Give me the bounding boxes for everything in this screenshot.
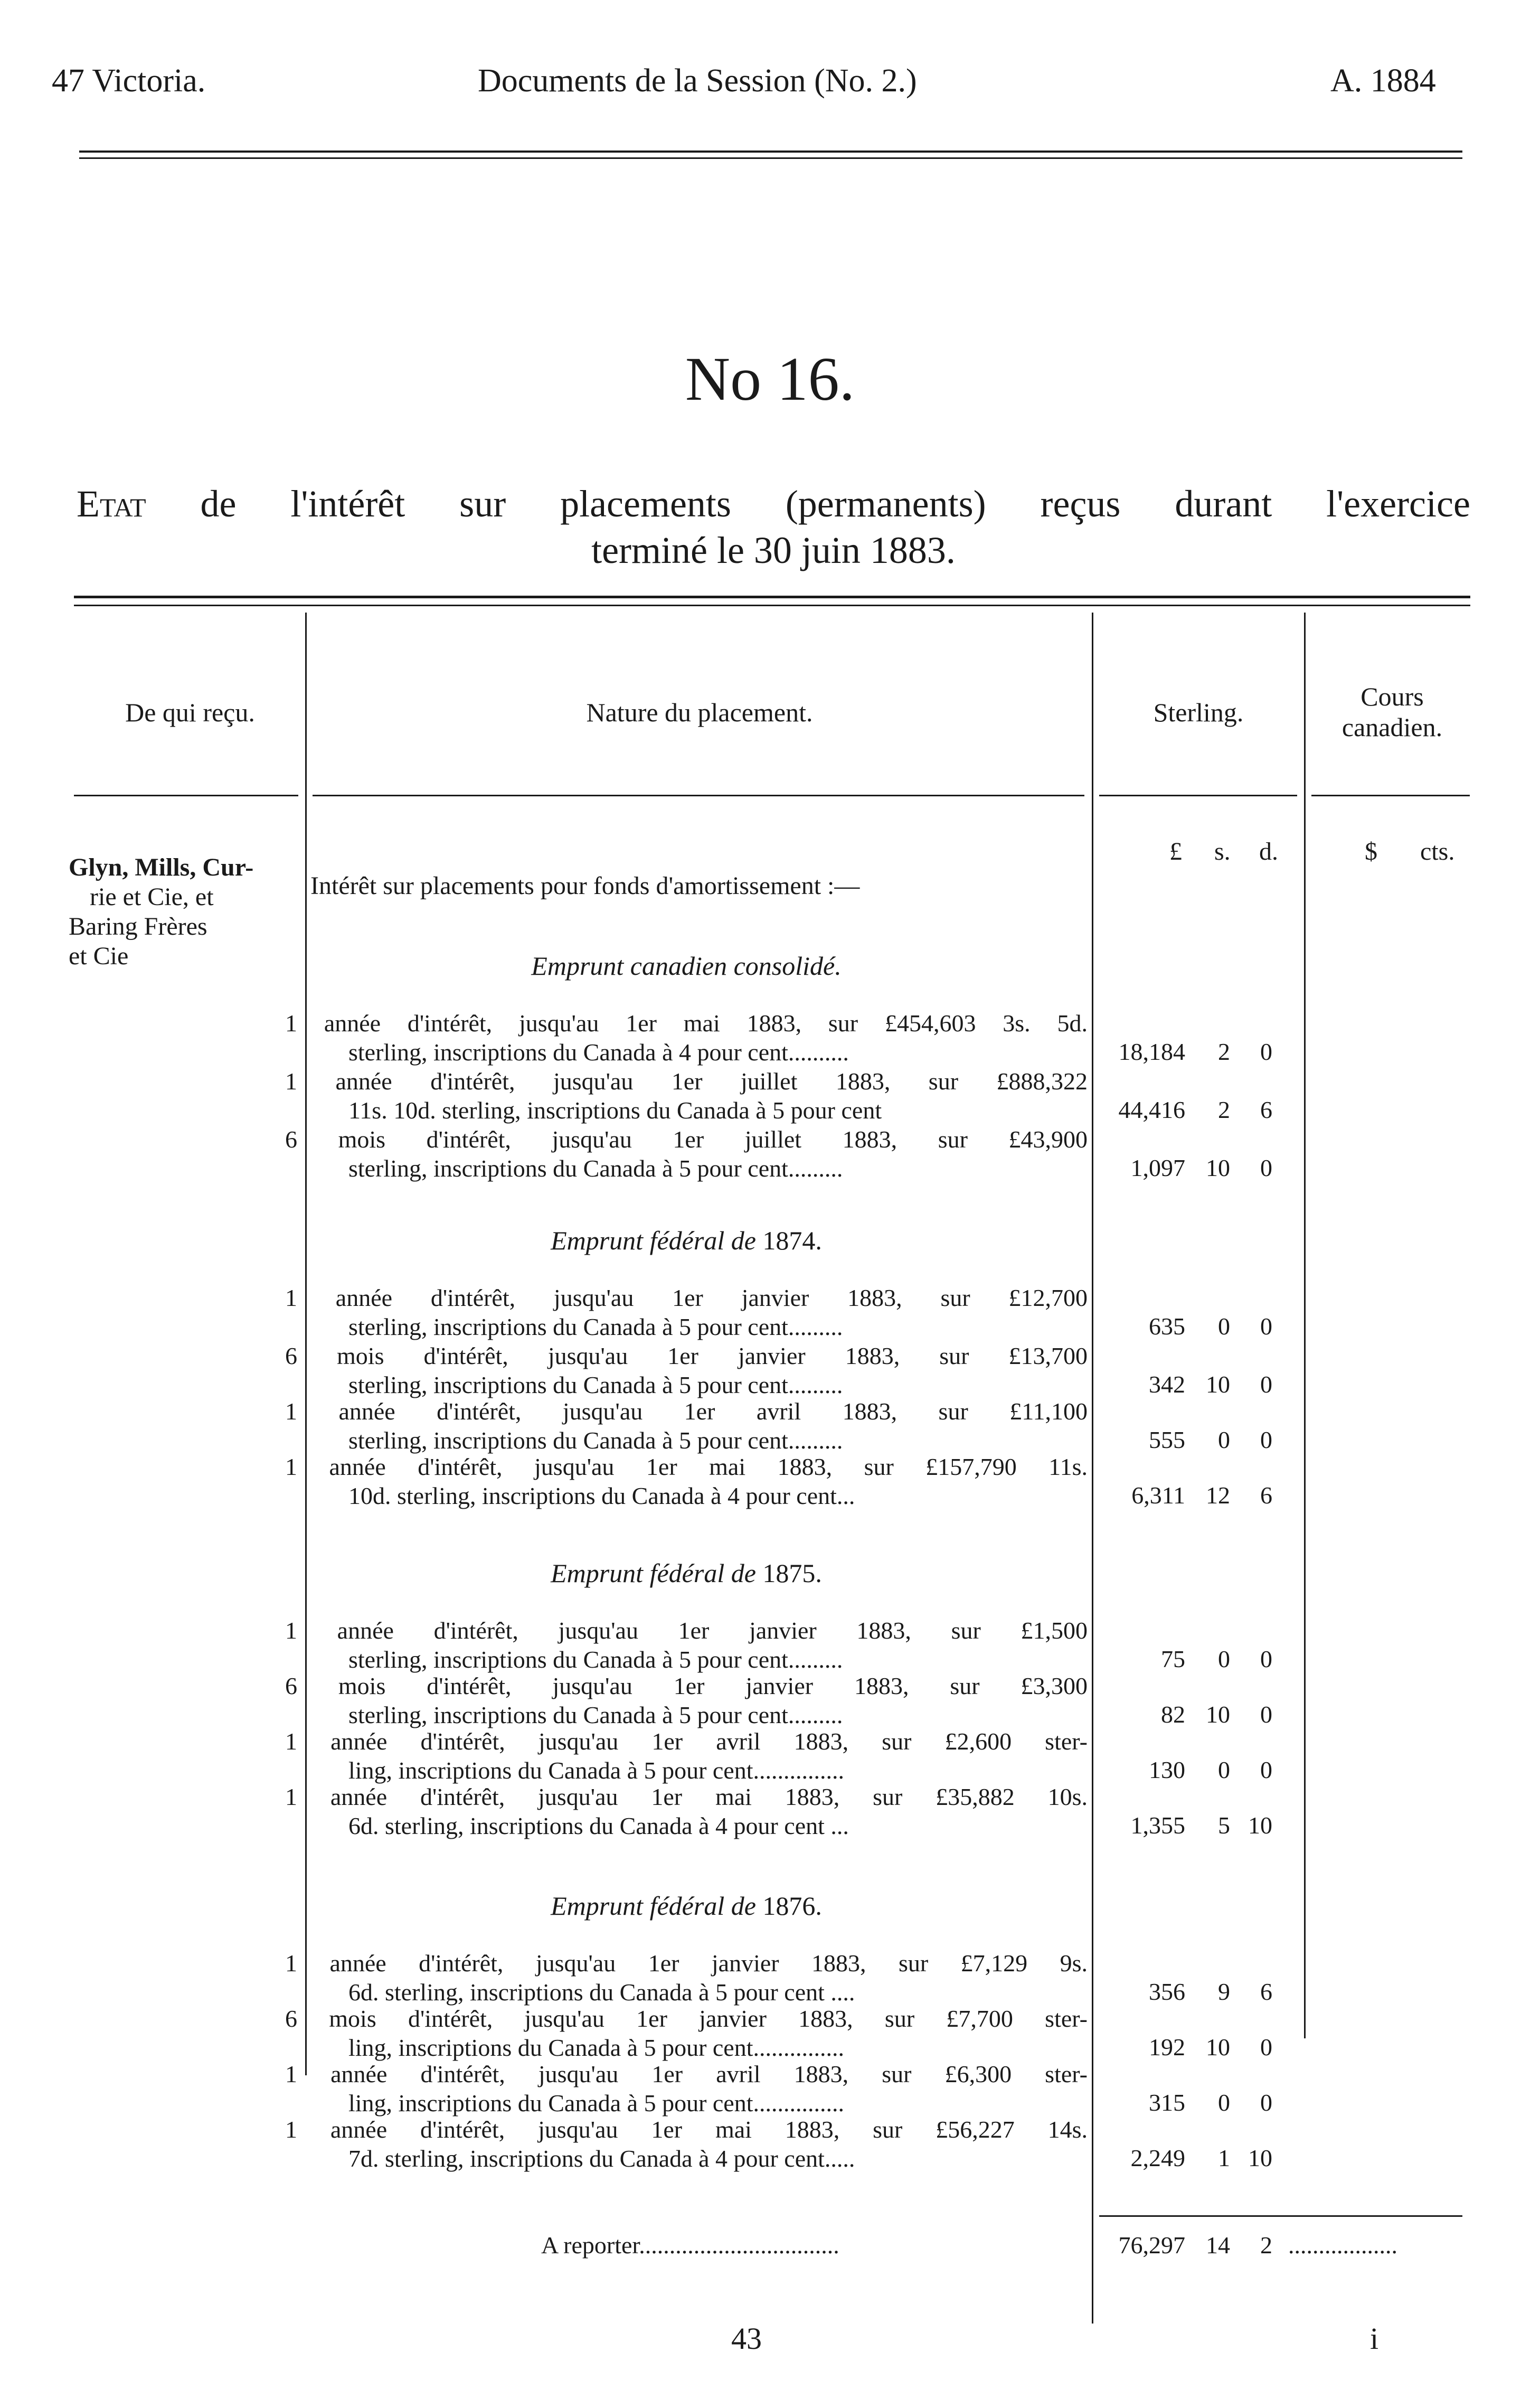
amount-shillings: 2 — [1218, 1038, 1230, 1065]
amount-shillings: 0 — [1218, 1645, 1230, 1672]
entry-line-2: 7d. sterling, inscriptions du Canada à 4 pour cent..... — [348, 2145, 855, 2172]
amount-pence: 0 — [1260, 1371, 1272, 1398]
entry-line-2: 11s. 10d. sterling, inscriptions du Canada à 5 pour cent — [348, 1097, 882, 1124]
roman-mark: i — [1370, 2321, 1379, 2356]
amount-pence: 0 — [1260, 2089, 1272, 2116]
entry — [285, 1283, 1088, 1341]
amount-pounds: 2,249 — [1130, 2144, 1185, 2171]
entry-line-2: sterling, inscriptions du Canada à 5 pour cent......... — [348, 1313, 843, 1340]
amount-pounds: 82 — [1161, 1701, 1185, 1728]
amount-pence: 6 — [1260, 1978, 1272, 2005]
entry-line-1: 6 mois d'intérêt, jusqu'au 1er janvier 1883, sur £3,300 — [285, 1672, 1088, 1699]
section-year: 1874. — [762, 1226, 822, 1255]
caption-word: durant — [1175, 483, 1272, 525]
amount-pence: 0 — [1260, 1154, 1272, 1181]
amount-pence: 0 — [1260, 1038, 1272, 1065]
amount-pounds: 18,184 — [1118, 1038, 1185, 1065]
entry-amount — [1095, 1096, 1272, 1124]
entry — [285, 2059, 1088, 2118]
caption-lead: Etat — [77, 483, 146, 525]
table-rule-top — [74, 596, 1470, 598]
section-title-text: Emprunt fédéral de — [551, 1226, 756, 1255]
entry-line-2: ling, inscriptions du Canada à 5 pour cent............... — [348, 2034, 845, 2061]
section-year: 1876. — [762, 1891, 822, 1921]
entry-amount — [1095, 1154, 1272, 1182]
amount-shillings: 1 — [1218, 2144, 1230, 2171]
amount-pence: 10 — [1248, 2144, 1272, 2171]
intro-line: Intérêt sur placements pour fonds d'amortissement :— — [310, 872, 860, 900]
unit-shilling: s. — [1214, 838, 1231, 866]
col-divider-3 — [1304, 613, 1306, 2038]
entry-line-2: 6d. sterling, inscriptions du Canada à 5 pour cent .... — [348, 1979, 855, 2006]
amount-shillings: 2 — [1218, 1096, 1230, 1123]
entry-line-1: 1 année d'intérêt, jusqu'au 1er mai 1883, sur £454,603 3s. 5d. — [285, 1010, 1088, 1037]
source-cell — [69, 853, 301, 971]
amount-pounds: 1,355 — [1130, 1812, 1185, 1839]
amount-pence: 0 — [1260, 2034, 1272, 2061]
entry-line-1: 6 mois d'intérêt, jusqu'au 1er janvier 1883, sur £7,700 ster- — [285, 2005, 1088, 2032]
section-title — [285, 1225, 1088, 1256]
entry-line-1: 6 mois d'intérêt, jusqu'au 1er juillet 1883, sur £43,900 — [285, 1126, 1088, 1153]
entry-amount — [1095, 1426, 1272, 1454]
amount-pounds: 75 — [1161, 1645, 1185, 1672]
header-left: 47 Victoria. — [52, 63, 206, 99]
amount-pence: 0 — [1260, 1701, 1272, 1728]
entry — [285, 1616, 1088, 1674]
entry — [285, 1949, 1088, 2007]
entry-line-1: 1 année d'intérêt, jusqu'au 1er avril 1883, sur £11,100 — [285, 1398, 1088, 1425]
amount-pounds: 6,311 — [1131, 1482, 1185, 1509]
table-rule-top-2 — [74, 605, 1470, 606]
unit-pence: d. — [1259, 838, 1278, 866]
entry-amount — [1095, 1370, 1272, 1398]
amount-pounds: 635 — [1149, 1313, 1185, 1340]
entry — [285, 2004, 1088, 2062]
amount-shillings: 0 — [1218, 2089, 1230, 2116]
unit-pound: £ — [1169, 838, 1182, 866]
section-title — [285, 1890, 1088, 1921]
caption-word: (permanents) — [785, 483, 986, 525]
colhead-cours — [1305, 681, 1479, 742]
carry-pence: 2 — [1260, 2232, 1272, 2259]
amount-pounds: 44,416 — [1118, 1096, 1185, 1123]
amount-shillings: 5 — [1218, 1812, 1230, 1839]
entry — [285, 1125, 1088, 1183]
colhead-cours-line2: canadien. — [1341, 712, 1443, 742]
caption-word: l'exercice — [1326, 483, 1470, 525]
amount-shillings: 0 — [1218, 1756, 1230, 1783]
entry — [285, 2115, 1088, 2173]
source-line-2: rie et Cie, et — [90, 883, 214, 911]
caption — [77, 481, 1470, 573]
unit-dollar: $ — [1365, 838, 1377, 866]
amount-pence: 6 — [1260, 1096, 1272, 1123]
amount-shillings: 9 — [1218, 1978, 1230, 2005]
amount-pence: 0 — [1260, 1426, 1272, 1453]
section-title — [285, 1558, 1088, 1588]
entry-amount — [1095, 1645, 1272, 1673]
entry-line-1: 6 mois d'intérêt, jusqu'au 1er janvier 1883, sur £13,700 — [285, 1342, 1088, 1369]
source-line-4: et Cie — [69, 942, 129, 970]
amount-pounds: 342 — [1149, 1371, 1185, 1398]
colhead-rule-3 — [1099, 795, 1297, 796]
entry-line-2: sterling, inscriptions du Canada à 5 pour cent......... — [348, 1701, 843, 1728]
amount-pounds: 315 — [1149, 2089, 1185, 2116]
entry-line-1: 1 année d'intérêt, jusqu'au 1er janvier 1883, sur £1,500 — [285, 1617, 1088, 1644]
entry-line-1: 1 année d'intérêt, jusqu'au 1er mai 1883, sur £56,227 14s. — [285, 2116, 1088, 2143]
caption-word: placements — [560, 483, 731, 525]
colhead-cours-line1: Cours — [1361, 682, 1424, 711]
amount-shillings: 10 — [1206, 2034, 1230, 2061]
entry — [285, 1397, 1088, 1455]
entry-line-1: 1 année d'intérêt, jusqu'au 1er mai 1883, sur £157,790 11s. — [285, 1453, 1088, 1480]
amount-shillings: 10 — [1206, 1154, 1230, 1181]
entry-amount — [1095, 1038, 1272, 1066]
amount-pounds: 192 — [1149, 2034, 1185, 2061]
header-rule-bottom — [79, 157, 1462, 159]
entry-line-2: ling, inscriptions du Canada à 5 pour cent............... — [348, 2090, 845, 2117]
entry-amount — [1095, 1312, 1272, 1340]
caption-word: sur — [459, 483, 506, 525]
caption-line-1 — [77, 481, 1470, 527]
header-right: A. 1884 — [1330, 63, 1436, 99]
entry-line-2: ling, inscriptions du Canada à 5 pour cent............... — [348, 1757, 845, 1784]
entry-line-1: 1 année d'intérêt, jusqu'au 1er janvier 1883, sur £7,129 9s. — [285, 1950, 1088, 1977]
section-title-text: Emprunt fédéral de — [551, 1558, 756, 1588]
entry-amount — [1095, 2089, 1272, 2117]
amount-pounds: 356 — [1149, 1978, 1185, 2005]
amount-pence: 0 — [1260, 1756, 1272, 1783]
section-title-text: Emprunt canadien consolidé. — [531, 951, 842, 981]
colhead-sterling: Sterling. — [1153, 698, 1244, 727]
entry-amount — [1095, 1481, 1272, 1509]
amount-pence: 0 — [1260, 1645, 1272, 1672]
amount-pounds: 130 — [1149, 1756, 1185, 1783]
amount-shillings: 10 — [1206, 1701, 1230, 1728]
carry-rule-dollars — [1288, 2215, 1462, 2217]
colhead-nature: Nature du placement. — [586, 698, 813, 727]
entry-line-2: 10d. sterling, inscriptions du Canada à 4 pour cent... — [348, 1482, 855, 1509]
amount-pence: 10 — [1248, 1812, 1272, 1839]
entry-amount — [1095, 2144, 1272, 2172]
entry-amount — [1095, 1978, 1272, 2006]
entry-line-2: sterling, inscriptions du Canada à 5 pour cent......... — [348, 1427, 843, 1454]
amount-shillings: 0 — [1218, 1426, 1230, 1453]
entry-amount — [1095, 2033, 1272, 2061]
entry-amount — [1095, 1700, 1272, 1728]
entry-amount — [1095, 1756, 1272, 1784]
source-line-3: Baring Frères — [69, 913, 207, 940]
entry — [285, 1782, 1088, 1840]
carry-shillings: 14 — [1206, 2232, 1230, 2259]
section-year: 1875. — [762, 1558, 822, 1588]
entry-line-1: 1 année d'intérêt, jusqu'au 1er mai 1883, sur £35,882 10s. — [285, 1783, 1088, 1810]
entry — [285, 1009, 1088, 1067]
caption-word: l'intérêt — [290, 483, 405, 525]
page-number: 43 — [731, 2321, 762, 2356]
entry-line-1: 1 année d'intérêt, jusqu'au 1er juillet 1883, sur £888,322 — [285, 1068, 1088, 1095]
carry-label: A reporter................................. — [541, 2232, 839, 2259]
carry-rule-sterling — [1099, 2215, 1297, 2217]
entry — [285, 1727, 1088, 1785]
amount-pounds: 1,097 — [1130, 1154, 1185, 1181]
header-center: Documents de la Session (No. 2.) — [478, 63, 917, 99]
entry — [285, 1671, 1088, 1729]
colhead-rule-2 — [313, 795, 1084, 796]
unit-cents: cts. — [1420, 838, 1455, 866]
entry-line-2: sterling, inscriptions du Canada à 4 pour cent.......... — [348, 1039, 849, 1066]
entry-line-2: sterling, inscriptions du Canada à 5 pour cent......... — [348, 1155, 843, 1182]
carry-amount — [1095, 2231, 1272, 2259]
section-title — [285, 951, 1088, 981]
entry-line-1: 1 année d'intérêt, jusqu'au 1er avril 1883, sur £6,300 ster- — [285, 2061, 1088, 2087]
amount-shillings: 0 — [1218, 1313, 1230, 1340]
colhead-rule-4 — [1311, 795, 1470, 796]
amount-pounds: 555 — [1149, 1426, 1185, 1453]
amount-pence: 6 — [1260, 1482, 1272, 1509]
amount-pence: 0 — [1260, 1313, 1272, 1340]
entry-line-1: 1 année d'intérêt, jusqu'au 1er avril 1883, sur £2,600 ster- — [285, 1728, 1088, 1755]
carry-pounds: 76,297 — [1118, 2232, 1185, 2259]
amount-shillings: 10 — [1206, 1371, 1230, 1398]
header-rule-top — [79, 150, 1462, 153]
doc-number: No 16. — [685, 344, 855, 413]
carry-dollars: .................. — [1288, 2232, 1397, 2259]
amount-shillings: 12 — [1206, 1482, 1230, 1509]
entry-amount — [1095, 1811, 1272, 1839]
entry — [285, 1067, 1088, 1125]
entry-line-2: sterling, inscriptions du Canada à 5 pour cent......... — [348, 1371, 843, 1398]
caption-word: de — [200, 483, 237, 525]
entry-line-2: 6d. sterling, inscriptions du Canada à 4 pour cent ... — [348, 1812, 849, 1839]
entry — [285, 1452, 1088, 1510]
section-title-text: Emprunt fédéral de — [551, 1891, 756, 1921]
entry — [285, 1341, 1088, 1399]
source-line-1: Glyn, Mills, Cur- — [69, 853, 254, 881]
colhead-rule-1 — [74, 795, 298, 796]
colhead-source: De qui reçu. — [125, 698, 255, 727]
entry-line-1: 1 année d'intérêt, jusqu'au 1er janvier 1883, sur £12,700 — [285, 1284, 1088, 1311]
entry-line-2: sterling, inscriptions du Canada à 5 pour cent......... — [348, 1646, 843, 1673]
caption-line-2: terminé le 30 juin 1883. — [591, 529, 956, 571]
caption-word: reçus — [1040, 483, 1121, 525]
col-divider-2 — [1092, 613, 1093, 2324]
